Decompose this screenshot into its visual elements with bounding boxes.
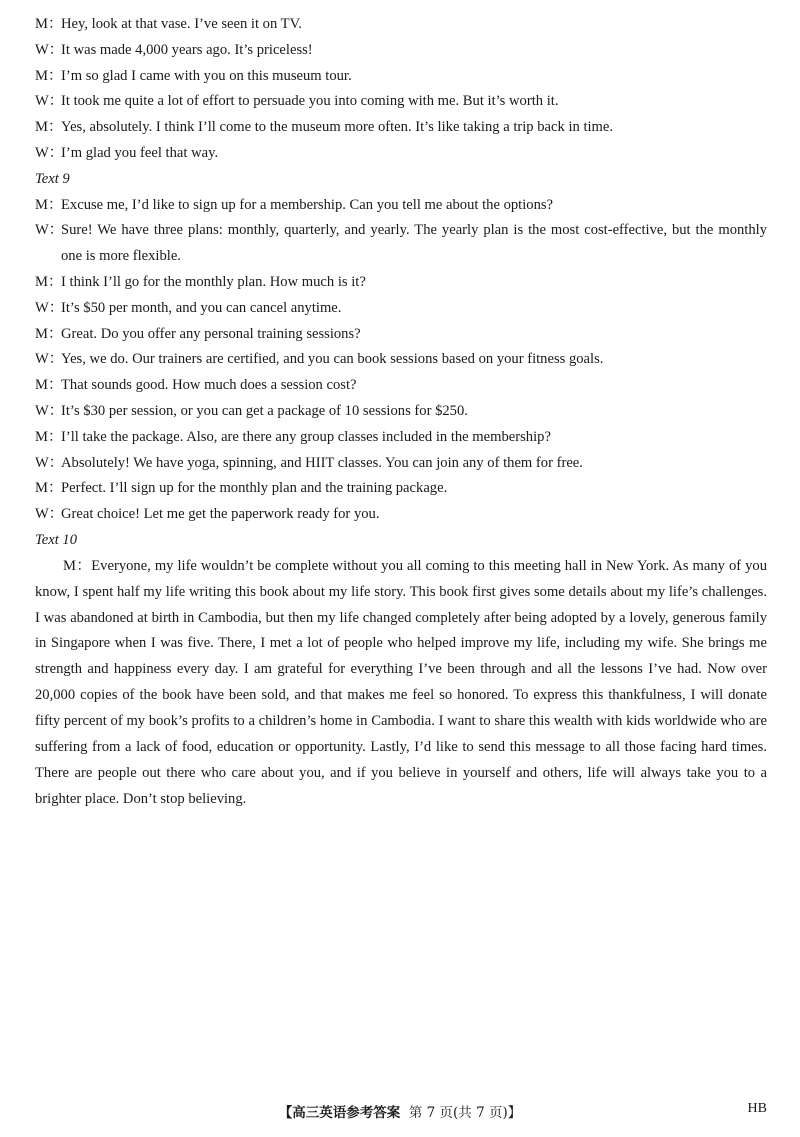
dialogue-line bbox=[35, 347, 767, 373]
utterance: Yes, absolutely. I think I’ll come to the museum more often. It’s like taking a trip back in time. bbox=[61, 119, 614, 136]
utterance: I’ll take the package. Also, are there any group classes included in the membership? bbox=[61, 428, 551, 445]
speaker-label: W： bbox=[35, 454, 64, 471]
speaker-label: M： bbox=[63, 557, 92, 574]
speaker-label: W： bbox=[35, 222, 64, 239]
utterance: That sounds good. How much does a session cost? bbox=[61, 377, 357, 394]
utterance: Sure! We have three plans: monthly, quarterly, and yearly. The yearly plan is the most cost-effective, but the monthly one is more flexible. bbox=[61, 222, 767, 265]
utterance: Great choice! Let me get the paperwork ready for you. bbox=[61, 506, 380, 523]
dialogue-line bbox=[35, 322, 767, 348]
speaker-label: M： bbox=[35, 119, 63, 136]
monologue-paragraph bbox=[35, 554, 767, 813]
footer-title bbox=[0, 1101, 800, 1121]
footer-answer-key-title: 【高三英语参考答案 bbox=[278, 1105, 401, 1121]
utterance: Great. Do you offer any personal training sessions? bbox=[61, 325, 361, 342]
speaker-label: M： bbox=[35, 480, 63, 497]
dialogue-line bbox=[35, 502, 767, 528]
speaker-label: M： bbox=[35, 273, 63, 290]
utterance: I think I’ll go for the monthly plan. How much is it? bbox=[61, 273, 366, 290]
speaker-label: M： bbox=[35, 325, 63, 342]
speaker-label: W： bbox=[35, 144, 64, 161]
monologue-text: Everyone, my life wouldn’t be complete without you all coming to this meeting hall in New York. As many of you know, I spent half my life writing this book about my life story. This book first gives some details about my life’s challenges. I was abandoned at birth in Cambodia, but then my life changed completely after being adopted by a lovely, generous family in Singapore when I was five. There, I met a lot of people who helped improve my life, including my wife. She brings me strength and happiness every day. I am grateful for everything I’ve been through and all the lessons I’ve had. Now over 20,000 copies of the book have been sold, and that makes me feel so honored. To express this thankfulness, I will donate fifty percent of my book’s profits to a children’s home in Cambodia. I want to share this wealth with kids worldwide who are suffering from a lack of food, education or opportunity. Lastly, I’d like to send this message to all those facing hard times. There are people out there who care about you, and if you believe in yourself and others, life will always take you to a brighter place. Don’t stop believing. bbox=[35, 557, 767, 807]
utterance: I’m so glad I came with you on this museum tour. bbox=[61, 67, 352, 84]
speaker-label: W： bbox=[35, 93, 64, 110]
dialogue-line bbox=[35, 399, 767, 425]
dialogue-line bbox=[35, 141, 767, 167]
speaker-label: M： bbox=[35, 16, 63, 32]
utterance: It’s $30 per session, or you can get a package of 10 sessions for $250. bbox=[61, 402, 468, 419]
utterance: It took me quite a lot of effort to persuade you into coming with me. But it’s worth it. bbox=[61, 93, 559, 110]
speaker-label: M： bbox=[35, 196, 63, 213]
speaker-label: W： bbox=[35, 506, 64, 523]
speaker-label: W： bbox=[35, 299, 64, 316]
dialogue-line bbox=[35, 373, 767, 399]
utterance: Hey, look at that vase. I’ve seen it on TV. bbox=[61, 16, 302, 32]
dialogue-line bbox=[35, 12, 767, 38]
speaker-label: M： bbox=[35, 377, 63, 394]
dialogue-line bbox=[35, 89, 767, 115]
dialogue-line bbox=[35, 193, 767, 219]
utterance: Perfect. I’ll sign up for the monthly plan and the training package. bbox=[61, 480, 448, 497]
dialogue-line bbox=[35, 218, 767, 270]
utterance: Excuse me, I’d like to sign up for a membership. Can you tell me about the options? bbox=[61, 196, 554, 213]
footer-page-number: 第 7 页(共 7 页)】 bbox=[408, 1105, 522, 1121]
utterance: I’m glad you feel that way. bbox=[61, 144, 219, 161]
speaker-label: W： bbox=[35, 402, 64, 419]
dialogue-text8-tail bbox=[35, 12, 767, 167]
dialogue-line bbox=[35, 476, 767, 502]
section-heading-text9: Text 9 bbox=[35, 170, 70, 187]
dialogue-line bbox=[35, 115, 767, 141]
dialogue-line bbox=[35, 38, 767, 64]
dialogue-line bbox=[35, 270, 767, 296]
utterance: It’s $50 per month, and you can cancel anytime. bbox=[61, 299, 342, 316]
speaker-label: W： bbox=[35, 41, 64, 58]
speaker-label: M： bbox=[35, 428, 63, 445]
utterance: Absolutely! We have yoga, spinning, and HIIT classes. You can join any of them for free. bbox=[61, 454, 583, 471]
section-heading-text10: Text 10 bbox=[35, 531, 78, 548]
page-content bbox=[35, 12, 767, 813]
speaker-label: M： bbox=[35, 67, 63, 84]
dialogue-line bbox=[35, 64, 767, 90]
speaker-label: W： bbox=[35, 351, 64, 368]
dialogue-line bbox=[35, 296, 767, 322]
utterance: It was made 4,000 years ago. It’s priceless! bbox=[61, 41, 313, 58]
dialogue-text9 bbox=[35, 193, 767, 528]
utterance: Yes, we do. Our trainers are certified, and you can book sessions based on your fitness goals. bbox=[61, 351, 604, 368]
dialogue-line bbox=[35, 425, 767, 451]
dialogue-line bbox=[35, 451, 767, 477]
footer-code: HB bbox=[747, 1101, 767, 1116]
